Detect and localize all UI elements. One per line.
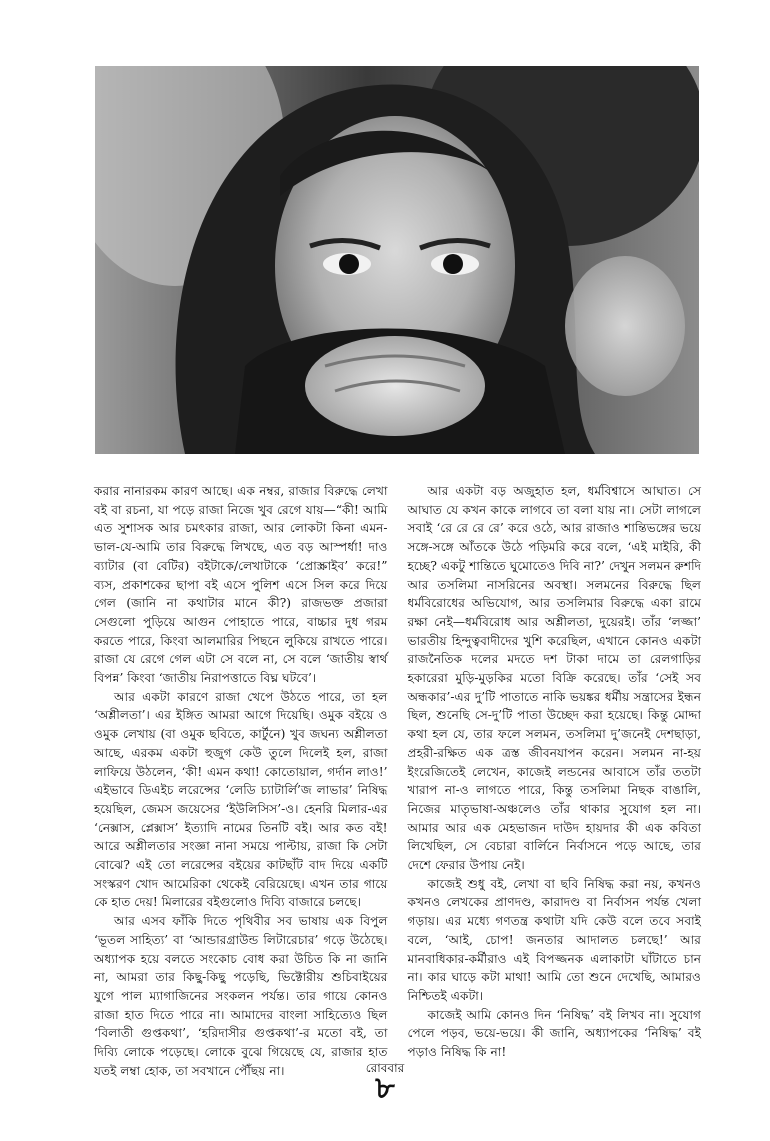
- paragraph: আর এসব ফাঁকি দিতে পৃথিবীর সব ভাষায় এক বিপুল ‘ভূতল সাহিত্য’ বা ‘আন্ডারগ্রাউন্ড লিটারেচার’ গড়ে উঠেছে। অধ্যাপক হয়ে বলতে সংকোচ বোধ করা উচিত কি না জানি না, আমরা তার কিছু-কিছু পড়েছি, ভিক্টোরীয় শুচিবাইয়ের যুগে পাল ম্যাগাজিনের সংকলন পর্যন্ত। তার গায়ে কোনও রাজা হাত দিতে পারে না। আমাদের বাংলা সাহিত্যেও ছিল ‘বিলাতী গুপ্তকথা’, ‘হরিদাসীর গুপ্তকথা’-র মতো বই, তা দিব্যি লোকে পড়েছে। লোকে বুঝে গিয়েছে যে, রাজার হাত যতই লম্বা হোক, তা সবখানে পৌঁছয় না।: [94, 914, 388, 1078]
- photo-image: [95, 66, 699, 454]
- paragraph: কাজেই আমি কোনও দিন ‘নিষিদ্ধ’ বই লিখব না। সুযোগ পেলে পড়ব, ভয়ে-ভয়ে। কী জানি, অধ্যাপকের ‘নিষিদ্ধ’ বই পড়াও নিষিদ্ধ কি না!: [407, 1007, 701, 1060]
- article-left-column: [94, 482, 388, 1081]
- paragraph: কাজেই শুধু বই, লেখা বা ছবি নিষিদ্ধ করা নয়, কখনও কখনও লেখকের প্রাণদণ্ড, কারাদণ্ড বা নির্বাসন পর্যন্ত খেলা গড়ায়। এর মধ্যে গণতন্ত্র কথাটা যদি কেউ বলে তবে সবাই বলে, ‘আই, চোপ! জনতার আদালত চলছে!’ আর মানবাধিকার-কর্মীরাও এই বিপজ্জনক এলাকাটা ঘাঁটাতে চান না। কার ঘাড়ে কটা মাথা! আমি তো শুনে দেখেছি, আমারও নিশ্চিতই একটা।: [407, 876, 701, 1003]
- paragraph: আর একটা বড় অজুহাত হল, ধর্মবিশ্বাসে আঘাত। সে আঘাত যে কখন কাকে লাগবে তা বলা যায় না। সেটা লাগলে সবাই ‘রে রে রে রে’ করে ওঠে, আর রাজাও শান্তিভঙ্গের ভয়ে সঙ্গে-সঙ্গে আঁতকে উঠে পড়িমরি করে বলে, ‘এই মাইরি, কী হচ্ছে? একটু শান্তিতে ঘুমোতেও দিবি না?’ দেখুন সলমন রুশদি আর তসলিমা নাসরিনের অবস্থা। সলমনের বিরুদ্ধে ছিল ধর্মবিরোধের অভিযোগ, আর তসলিমার বিরুদ্ধে একা রামে রক্ষা নেই—ধর্মবিরোধ আর অশ্লীলতা, দুয়েরই। তাঁর ‘লজ্জা’ ভারতীয় হিন্দুত্ববাদীদের খুশি করেছিল, এখানে কোনও একটা রাজনৈতিক দলের মদতে দশ টাকা দামে তা রেলগাড়ির হকারেরা মুড়ি-মুড়কির মতো বিক্রি করেছে। তাঁর ‘সেই সব অন্ধকার’-এর দু’টি পাতাতে নাকি ভয়ঙ্কর ধর্মীয় সন্ত্রাসের ইন্ধন ছিল, শুনেছি সে-দু’টি পাতা উচ্ছেদ করা হয়েছে। কিন্তু মোদ্দা কথা হল যে, তার ফলে সলমন, তসলিমা দু’জনেই দেশছাড়া, প্রহরী-রক্ষিত এক ত্রস্ত জীবনযাপন করেন। সলমন না-হয় ইংরেজিতেই লেখেন, কাজেই লন্ডনের আবাসে তাঁর ততটা খারাপ না-ও লাগতে পারে, কিন্তু তসলিমা নিছক বাঙালি, নিজের মাতৃভাষা-অঞ্চলেও তাঁর থাকার সুযোগ হল না। আমার আর এক মেহভাজন দাউদ হায়দার কী এক কবিতা লিখেছিল, সে বেচারা বার্লিনে নির্বাসনে পড়ে আছে, তার দেশে ফেরার উপায় নেই।: [407, 484, 701, 873]
- magazine-name: রোববার: [365, 1061, 405, 1075]
- page-number: ৮: [375, 1071, 395, 1106]
- article-right-column: [408, 482, 702, 1081]
- paragraph: আর একটা কারণে রাজা খেপে উঠতে পারে, তা হল ‘অশ্লীলতা’। এর ইঙ্গিত আমরা আগে দিয়েছি। ওমুক বইয়ে ও ওমুক লেখায় (বা ওমুক ছবিতে, কার্টুনে) খুব জঘন্য অশ্লীলতা আছে, এরকম একটা হুজুগ কেউ তুলে দিলেই হল, রাজা লাফিয়ে উঠলেন, ‘কী! এমন কথা! কোতোয়াল, গর্দান লাও!’ এইভাবে ডিএইচ লরেন্সের ‘লেডি চ্যাটার্লি’জ লাভার’ নিষিদ্ধ হয়েছিল, জেমস জয়েসের ‘ইউলিসিস’-ও। হেনরি মিলার-এর ‘নেক্সাস, প্লেক্সাস’ ইত্যাদি নামের তিনটি বই। আর কত বই! আরে অশ্লীলতার সংজ্ঞা নানা সময়ে পাল্টায়, রাজা কি সেটা বোঝে? এই তো লরেন্সের বইয়ের কাটছাঁট বাদ দিয়ে একটি সংস্করণ খোদ আমেরিকা থেকেই বেরিয়েছে। এখন তার গায়ে কে হাত দেয়! মিলারের বইগুলোও দিব্যি বাজারে চলছে।: [94, 689, 388, 910]
- portrait-photo: [95, 66, 699, 454]
- article-body: [94, 482, 701, 1081]
- paragraph: করার নানারকম কারণ আছে। এক নম্বর, রাজার বিরুদ্ধে লেখা বই বা রচনা, যা পড়ে রাজা নিজে খুব রেগে যায়—“কী! আমি এত সুশাসক আর চমৎকার রাজা, আর লোকটা কিনা এমন-ভাল-যে-আমি তার বিরুদ্ধে লিখছে, এত বড় আস্পর্ধা! দাও ব্যাটার (বা বেটির) বইটাকে/লেখাটাকে ‘প্রোস্ক্রাইব’ করে!” ব্যস, প্রকাশকের ছাপা বই এসে পুলিশ এসে সিল করে দিয়ে গেল (জানি না কথাটার মানে কী?) রাজভক্ত প্রজারা সেগুলো পুড়িয়ে আগুন পোহাতে পারে, বাচ্চার দুধ গরম করতে পারে, কিংবা আলমারির পিছনে লুকিয়ে রাখতে পারে। রাজা যে রেগে গেল এটা সে বলে না, সে বলে ‘জাতীয় স্বার্থ বিপন্ন’ কিংবা ‘জাতীয় নিরাপত্তাতে বিঘ্ন ঘটবে’।: [94, 484, 388, 686]
